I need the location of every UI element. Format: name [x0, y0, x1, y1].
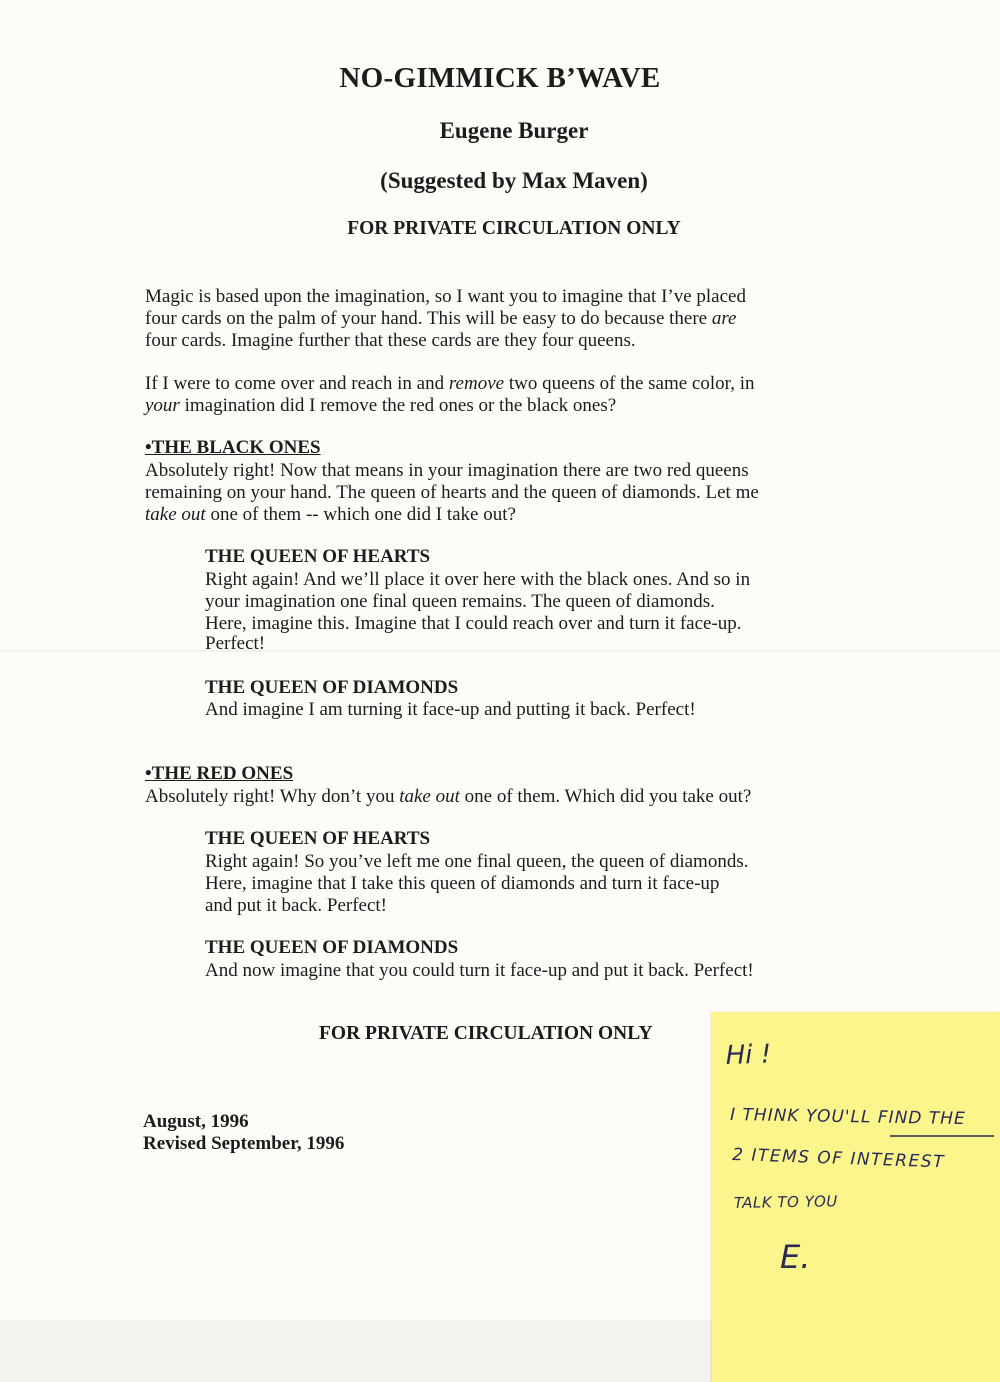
document-title: NO-GIMMICK B’WAVE — [339, 62, 661, 94]
private-circulation-notice-bottom: FOR PRIVATE CIRCULATION ONLY — [319, 1023, 653, 1044]
private-circulation-notice-top: FOR PRIVATE CIRCULATION ONLY — [347, 218, 681, 239]
document-date: August, 1996 — [143, 1111, 249, 1132]
sticky-note — [712, 1012, 1000, 1382]
black-hearts-line-4: Perfect! — [205, 633, 266, 654]
black-ones-heading: •THE BLACK ONES — [145, 437, 321, 458]
black-diamonds-line-1: And imagine I am turning it face-up and putting it back. Perfect! — [205, 699, 696, 720]
black-hearts-line-1: Right again! And we’ll place it over here with the black ones. And so in — [205, 569, 751, 590]
black-ones-line-1: Absolutely right! Now that means in your imagination there are two red queens — [145, 460, 749, 481]
red-hearts-line-3: and put it back. Perfect! — [205, 895, 388, 916]
intro-line-1: Magic is based upon the imagination, so I want you to imagine that I’ve placed — [145, 286, 746, 307]
black-diamonds-heading: THE QUEEN OF DIAMONDS — [205, 677, 459, 698]
black-hearts-line-3: Here, imagine this. Imagine that I could reach over and turn it face-up. — [205, 613, 742, 634]
note-line-1: Hi ! — [725, 1039, 772, 1071]
document-credit: (Suggested by Max Maven) — [380, 168, 648, 193]
black-hearts-heading: THE QUEEN OF HEARTS — [205, 546, 431, 567]
document-author: Eugene Burger — [439, 118, 589, 143]
intro-line-2: four cards on the palm of your hand. This will be easy to do because there are — [145, 308, 737, 329]
intro-line-3: four cards. Imagine further that these cards are they four queens. — [145, 330, 636, 351]
red-hearts-line-1: Right again! So you’ve left me one final queen, the queen of diamonds. — [205, 851, 749, 872]
red-hearts-line-2: Here, imagine that I take this queen of diamonds and turn it face-up — [205, 873, 720, 894]
black-ones-line-3: take out one of them -- which one did I take out? — [145, 504, 516, 525]
question-line-1: If I were to come over and reach in and remove two queens of the same color, in — [145, 373, 755, 394]
question-line-2: your imagination did I remove the red ones or the black ones? — [145, 395, 617, 416]
red-ones-line-1: Absolutely right! Why don’t you take out one of them. Which did you take out? — [145, 786, 752, 807]
black-hearts-line-2: your imagination one final queen remains. The queen of diamonds. — [205, 591, 715, 612]
note-signature: E. — [780, 1238, 811, 1276]
note-line-3: 2 ITEMS OF INTEREST — [731, 1145, 946, 1173]
black-ones-line-2: remaining on your hand. The queen of hearts and the queen of diamonds. Let me — [145, 482, 759, 503]
paper-fold-line — [0, 650, 1000, 652]
note-line-2: I THINK YOU'LL FIND THE — [729, 1105, 966, 1130]
red-hearts-heading: THE QUEEN OF HEARTS — [205, 828, 431, 849]
note-line-4: TALK TO YOU — [733, 1192, 838, 1212]
red-diamonds-line-1: And now imagine that you could turn it face-up and put it back. Perfect! — [205, 960, 754, 981]
handwritten-note — [712, 1012, 1000, 1382]
red-diamonds-heading: THE QUEEN OF DIAMONDS — [205, 937, 459, 958]
red-ones-heading: •THE RED ONES — [145, 763, 294, 784]
revision-date: Revised September, 1996 — [143, 1133, 345, 1154]
